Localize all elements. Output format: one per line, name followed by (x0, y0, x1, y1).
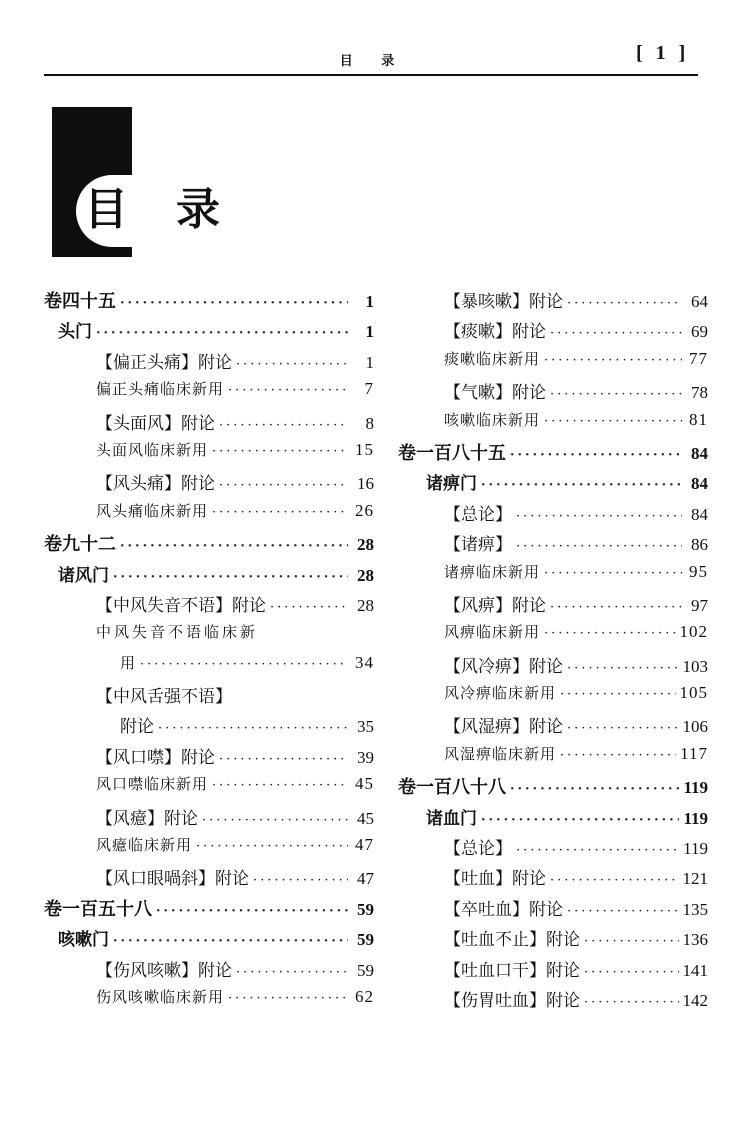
toc-entry-title: 头面风临床新用 (96, 440, 209, 459)
toc-leader-dots (228, 383, 348, 398)
toc-leader-dots (270, 600, 348, 615)
toc-leader-dots (196, 839, 348, 854)
toc-entry[interactable] (44, 409, 374, 439)
toc-entry-page: 28 (357, 565, 374, 585)
toc-entry[interactable] (44, 530, 374, 560)
toc-entry-page: 59 (357, 899, 374, 919)
toc-entry-page: 47 (355, 835, 374, 855)
toc-entry[interactable] (398, 469, 708, 499)
toc-entry[interactable] (44, 986, 374, 1016)
toc-leader-dots (158, 721, 348, 736)
toc-column-left (44, 287, 374, 1016)
toc-entry-title: 【诸痹】 (444, 535, 512, 556)
toc-leader-dots (202, 813, 348, 828)
toc-entry-title: 诸痹门 (426, 474, 477, 495)
toc-leader-dots (236, 965, 348, 980)
toc-entry-title: 风头痛临床新用 (96, 501, 209, 520)
toc-entry-page: 78 (691, 383, 708, 403)
toc-leader-dots (516, 843, 679, 858)
toc-entry-page: 135 (682, 899, 708, 919)
toc-entry-title: 卷九十二 (44, 534, 116, 556)
toc-entry-title: 【吐血不止】附论 (444, 930, 580, 951)
toc-entry-page: 102 (679, 622, 708, 642)
toc-leader-dots (212, 778, 348, 793)
toc-entry[interactable] (44, 834, 374, 864)
toc-entry[interactable] (398, 986, 708, 1016)
toc-entry-title: 【头面风】附论 (96, 413, 215, 434)
toc-entry-title: 【偏正头痛】附论 (96, 352, 232, 373)
toc-entry-title: 【风头痛】附论 (96, 474, 215, 495)
toc-entry[interactable] (398, 561, 708, 591)
toc-entry[interactable] (398, 317, 708, 347)
toc-entry-page: 35 (357, 717, 374, 737)
toc-entry-title: 【气嗽】附论 (444, 383, 546, 404)
toc-entry-page: 39 (357, 747, 374, 767)
toc-entry-title: 【风痹】附论 (444, 595, 546, 616)
toc-entry-page: 84 (691, 504, 708, 524)
toc-entry-title: 头门 (58, 322, 92, 343)
toc-entry-page: 117 (680, 743, 708, 763)
page-title-char-2: 录 (176, 184, 220, 235)
toc-entry-page: 1 (365, 352, 374, 372)
toc-entry-page: 77 (689, 348, 708, 368)
toc-leader-dots (236, 357, 348, 372)
toc-entry-title: 风湿痹临床新用 (444, 744, 557, 763)
toc-leader-dots (253, 873, 348, 888)
toc-entry-title: 卷一百八十五 (398, 442, 506, 464)
toc-entry-title: 【伤风咳嗽】附论 (96, 960, 232, 981)
toc-entry-title: 痰嗽临床新用 (444, 349, 541, 368)
toc-entry[interactable] (44, 773, 374, 803)
toc-entry-page: 64 (691, 292, 708, 311)
toc-leader-dots (212, 444, 348, 459)
toc-entry-title: 【痰嗽】附论 (444, 322, 546, 343)
toc-entry-page: 26 (355, 500, 374, 520)
toc-leader-dots (544, 566, 682, 581)
toc-entry-title: 【吐血】附论 (444, 869, 546, 890)
toc-entry[interactable] (398, 956, 708, 986)
toc-entry-page: 59 (357, 930, 374, 950)
toc-entry[interactable] (398, 712, 708, 742)
toc-leader-dots (219, 752, 348, 767)
toc-entry-title: 偏正头痛临床新用 (96, 380, 225, 399)
toc-entry-title: 卷一百八十八 (398, 777, 506, 799)
toc-leader-dots (544, 353, 682, 368)
toc-entry-page: 28 (357, 595, 374, 615)
toc-entry-page: 119 (683, 808, 708, 828)
toc-column-right (398, 287, 708, 1016)
toc-entry[interactable] (398, 864, 708, 894)
toc-leader-dots (567, 721, 679, 736)
toc-entry-page: 141 (682, 960, 708, 980)
toc-leader-dots (560, 748, 676, 763)
toc-entry[interactable] (44, 956, 374, 986)
toc-entry[interactable] (44, 682, 374, 712)
toc-entry-title: 风痹临床新用 (444, 623, 541, 642)
toc-entry-page: 47 (357, 869, 374, 889)
toc-entry[interactable] (44, 895, 374, 925)
toc-entry-title: 伤风咳嗽临床新用 (96, 987, 225, 1006)
toc-entry-page: 1 (365, 292, 374, 311)
toc-entry[interactable] (398, 682, 708, 712)
toc-entry[interactable] (44, 317, 374, 347)
toc-entry[interactable] (398, 652, 708, 682)
toc-entry[interactable] (398, 439, 708, 469)
toc-entry[interactable] (44, 500, 374, 530)
toc-entry[interactable] (398, 287, 708, 317)
toc-leader-dots (481, 478, 682, 493)
toc-entry-title: 风口噤临床新用 (96, 775, 209, 794)
toc-leader-dots (550, 326, 682, 341)
toc-entry[interactable] (398, 378, 708, 408)
toc-entry[interactable] (44, 804, 374, 834)
toc-entry[interactable] (398, 530, 708, 560)
toc-entry-title: 【伤胃吐血】附论 (444, 990, 580, 1011)
toc-entry-title: 诸血门 (426, 808, 477, 829)
toc-leader-dots (584, 934, 679, 949)
toc-entry[interactable] (44, 439, 374, 469)
toc-entry-page: 103 (682, 656, 708, 676)
toc-entry[interactable] (44, 378, 374, 408)
toc-entry-page: 119 (683, 778, 708, 798)
toc-entry[interactable] (398, 348, 708, 378)
toc-entry-title: 中风失音不语临床新 (96, 623, 259, 642)
toc-entry[interactable] (398, 621, 708, 651)
toc-leader-dots (544, 626, 675, 641)
toc-entry-title: 【风冷痹】附论 (444, 656, 563, 677)
toc-entry-page: 84 (691, 443, 708, 463)
toc-leader-dots (212, 505, 348, 520)
toc-leader-dots (550, 873, 679, 888)
toc-entry-page: 59 (357, 960, 374, 980)
page-title-char-1: 目 (84, 184, 128, 235)
toc-leader-dots (219, 418, 348, 433)
toc-entry[interactable] (44, 591, 374, 621)
toc-entry-title: 风冷痹临床新用 (444, 684, 557, 703)
toc-leader-dots (228, 991, 348, 1006)
toc-entry-title: 【风口噤】附论 (96, 747, 215, 768)
toc-leader-dots (120, 296, 348, 311)
toc-leader-dots (550, 600, 682, 615)
toc-entry-page: 34 (355, 652, 374, 672)
toc-leader-dots (510, 448, 682, 463)
toc-entry-title: 【风口眼喎斜】附论 (96, 869, 249, 890)
toc-entry-title: 咳嗽门 (58, 930, 109, 951)
toc-leader-dots (516, 509, 682, 524)
toc-entry-title: 诸风门 (58, 565, 109, 586)
toc-entry-title: 【风癔】附论 (96, 808, 198, 829)
toc-leader-dots (560, 687, 675, 702)
toc-entry-page: 28 (357, 535, 374, 555)
toc-entry-page: 84 (691, 474, 708, 494)
toc-leader-dots (96, 326, 348, 341)
toc-entry-title: 【暴咳嗽】附论 (444, 292, 563, 312)
toc-entry-title: 【卒吐血】附论 (444, 899, 563, 920)
toc-entry-title: 【风湿痹】附论 (444, 717, 563, 738)
toc-leader-dots (113, 570, 348, 585)
toc-entry-title: 风癔临床新用 (96, 836, 193, 855)
toc-entry[interactable] (398, 895, 708, 925)
toc-entry-title: 【中风失音不语】附论 (96, 595, 266, 616)
toc-entry-title: 【吐血口干】附论 (444, 960, 580, 981)
toc-entry[interactable] (398, 804, 708, 834)
toc-entry-page: 62 (355, 986, 374, 1006)
toc-entry[interactable] (398, 500, 708, 530)
toc-entry-page: 8 (365, 413, 374, 433)
toc-entry[interactable] (398, 591, 708, 621)
toc-leader-dots (510, 782, 679, 797)
toc-entry-page: 119 (683, 839, 708, 859)
toc-entry-page: 105 (679, 683, 708, 703)
toc-leader-dots (516, 539, 682, 554)
toc-leader-dots (481, 813, 679, 828)
toc-leader-dots (156, 904, 348, 919)
toc-entry[interactable] (398, 773, 708, 803)
toc-entry-page: 95 (689, 561, 708, 581)
toc-entry-page: 69 (691, 322, 708, 342)
toc-leader-dots (544, 414, 682, 429)
toc-entry[interactable] (398, 834, 708, 864)
toc-entry-page: 121 (682, 869, 708, 889)
toc-entry[interactable] (44, 652, 374, 682)
toc-entry-page: 45 (355, 774, 374, 794)
toc-entry[interactable] (44, 864, 374, 894)
toc-entry-page: 45 (357, 808, 374, 828)
toc-entry[interactable] (44, 469, 374, 499)
toc-leader-dots (120, 539, 348, 554)
toc-entry-page: 81 (689, 409, 708, 429)
toc-entry-title: 【总论】 (444, 504, 512, 525)
toc-entry-page: 97 (691, 595, 708, 615)
toc-entry-page: 1 (365, 322, 374, 342)
toc-leader-dots (567, 661, 679, 676)
toc-entry-title: 用 (120, 653, 137, 672)
toc-entry[interactable] (44, 712, 374, 742)
toc-entry-page: 142 (682, 990, 708, 1010)
toc-entry-page: 16 (357, 474, 374, 494)
toc-entry-title: 附论 (120, 717, 154, 738)
toc-leader-dots (584, 965, 679, 980)
toc-leader-dots (219, 478, 348, 493)
toc-leader-dots (140, 657, 348, 672)
toc-entry[interactable] (44, 621, 374, 651)
toc-entry-title: 【总论】 (444, 839, 512, 860)
toc-entry[interactable] (44, 743, 374, 773)
toc-entry[interactable] (44, 287, 374, 317)
toc-entry[interactable] (398, 743, 708, 773)
header-divider (44, 74, 698, 76)
toc-leader-dots (550, 387, 682, 402)
toc-entry-title: 咳嗽临床新用 (444, 410, 541, 429)
toc-entry-title: 卷一百五十八 (44, 898, 152, 920)
toc-leader-dots (567, 904, 679, 919)
toc-entry[interactable] (398, 409, 708, 439)
toc-entry[interactable] (44, 348, 374, 378)
toc-entry[interactable] (398, 925, 708, 955)
toc-leader-dots (567, 296, 682, 311)
toc-entry-page: 15 (355, 439, 374, 459)
toc-entry-title: 【中风舌强不语】 (96, 687, 232, 708)
toc-entry-page: 136 (682, 930, 708, 950)
toc-entry[interactable] (44, 561, 374, 591)
running-header-title: 目 录 (339, 54, 407, 69)
toc-entry-page: 106 (682, 717, 708, 737)
toc-leader-dots (113, 934, 348, 949)
toc-leader-dots (584, 995, 679, 1010)
toc-entry-title: 卷四十五 (44, 291, 116, 312)
toc-entry-page: 7 (364, 379, 374, 399)
toc-entry-page: 86 (691, 535, 708, 555)
page-number: [ 1 ] (636, 42, 690, 64)
toc-entry-title: 诸痹临床新用 (444, 562, 541, 581)
toc-entry[interactable] (44, 925, 374, 955)
